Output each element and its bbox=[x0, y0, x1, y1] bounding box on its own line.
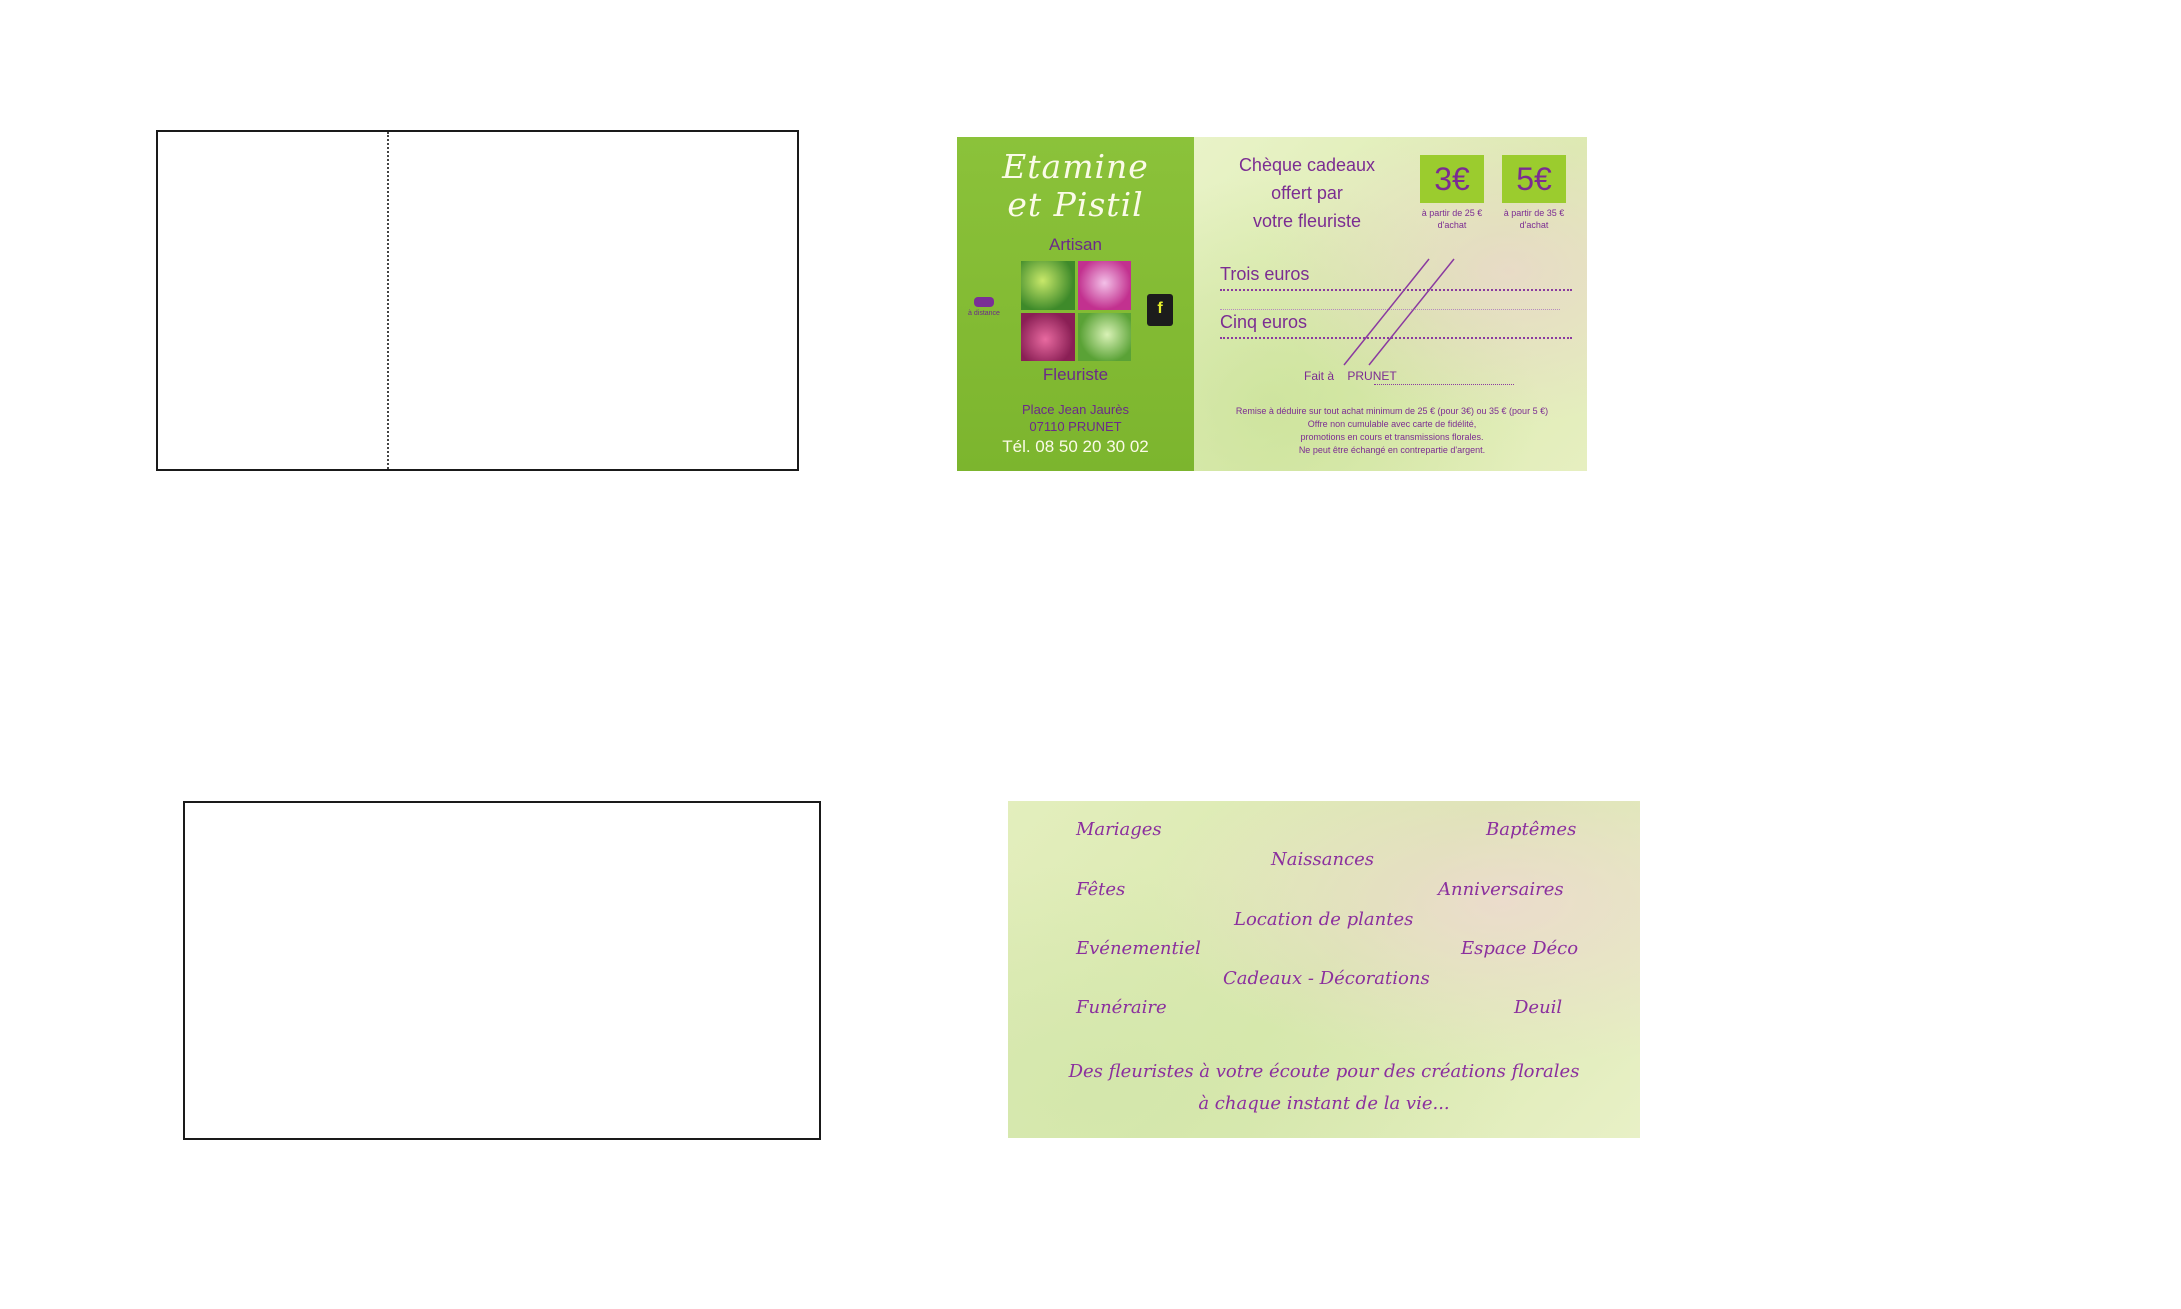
choice-cinq-euros: Cinq euros bbox=[1220, 312, 1308, 332]
cheque-title bbox=[1202, 151, 1412, 235]
double-slash-lines bbox=[1334, 257, 1484, 367]
choice-trois-euros: Trois euros bbox=[1220, 264, 1310, 284]
voucher-front-cheque-panel bbox=[1194, 137, 1587, 471]
photo-green-stem bbox=[1021, 261, 1075, 310]
interflora-logo bbox=[967, 297, 1001, 317]
terms-line2: Offre non cumulable avec carte de fidélité, bbox=[1307, 419, 1477, 429]
fleuriste-label: Fleuriste bbox=[1042, 365, 1109, 384]
photo-pink-flower bbox=[1021, 313, 1075, 362]
photo-dew-leaf bbox=[1078, 313, 1132, 362]
terms-line4: Ne peut être échangé en contrepartie d'argent. bbox=[1298, 445, 1486, 455]
shop-name-line2: et Pistil bbox=[1007, 185, 1144, 224]
service-anniversaires: Anniversaires bbox=[1438, 879, 1564, 900]
blank-template-front bbox=[156, 130, 799, 471]
service-baptemes: Baptêmes bbox=[1486, 819, 1577, 840]
terms-line3: promotions en cours et transmissions florales. bbox=[1300, 432, 1484, 442]
slogan-line1: Des fleuristes à votre écoute pour des créations florales bbox=[1068, 1061, 1580, 1082]
template-fold-line bbox=[387, 132, 389, 469]
terms-block bbox=[1198, 405, 1586, 457]
flower-photo-grid bbox=[1021, 261, 1131, 361]
service-funeraire: Funéraire bbox=[1076, 997, 1167, 1018]
cheque-title-line1: Chèque cadeaux bbox=[1238, 155, 1376, 175]
service-mariages: Mariages bbox=[1076, 819, 1162, 840]
amount-5-euro-box: 5€ bbox=[1502, 155, 1566, 203]
cheque-title-line2: offert par bbox=[1271, 183, 1343, 203]
fait-a-label: Fait à bbox=[1304, 369, 1335, 383]
service-naissances: Naissances bbox=[1271, 849, 1375, 870]
voucher-front bbox=[957, 137, 1587, 471]
service-evenementiel: Evénementiel bbox=[1076, 938, 1201, 959]
fleuriste-badge-icon: f bbox=[1147, 294, 1173, 326]
shop-name-line1: Etamine bbox=[1002, 147, 1149, 186]
amount-3-condition: à partir de 25 € d'achat bbox=[1421, 208, 1483, 230]
interflora-icon bbox=[974, 297, 994, 307]
slogan-line2: à chaque instant de la vie... bbox=[1198, 1093, 1450, 1114]
fait-a-value: PRUNET bbox=[1347, 369, 1397, 383]
address-line2: 07110 PRUNET bbox=[1029, 419, 1122, 434]
photo-pink-orchid bbox=[1078, 261, 1132, 310]
voucher-front-brand-panel bbox=[957, 137, 1194, 471]
blank-template-back bbox=[183, 801, 821, 1140]
artisan-label: Artisan bbox=[1049, 235, 1102, 254]
interflora-caption: à distance bbox=[968, 310, 1000, 317]
service-cadeaux-decorations: Cadeaux - Décorations bbox=[1223, 968, 1430, 989]
service-location-plantes: Location de plantes bbox=[1234, 909, 1414, 930]
phone-number: Tél. 08 50 20 30 02 bbox=[1002, 437, 1149, 456]
amount-3-euro-box: 3€ bbox=[1420, 155, 1484, 203]
fait-a-line bbox=[1374, 384, 1514, 385]
service-fetes: Fêtes bbox=[1076, 879, 1126, 900]
voucher-back bbox=[1008, 801, 1640, 1138]
address-line1: Place Jean Jaurès bbox=[1022, 402, 1129, 417]
cheque-title-line3: votre fleuriste bbox=[1252, 211, 1362, 231]
amount-5-condition: à partir de 35 € d'achat bbox=[1503, 208, 1565, 230]
fait-a bbox=[1304, 369, 1397, 383]
service-deuil: Deuil bbox=[1514, 997, 1563, 1018]
terms-line1: Remise à déduire sur tout achat minimum de 25 € (pour 3€) ou 35 € (pour 5 €) bbox=[1235, 406, 1549, 416]
service-espace-deco: Espace Déco bbox=[1461, 938, 1579, 959]
